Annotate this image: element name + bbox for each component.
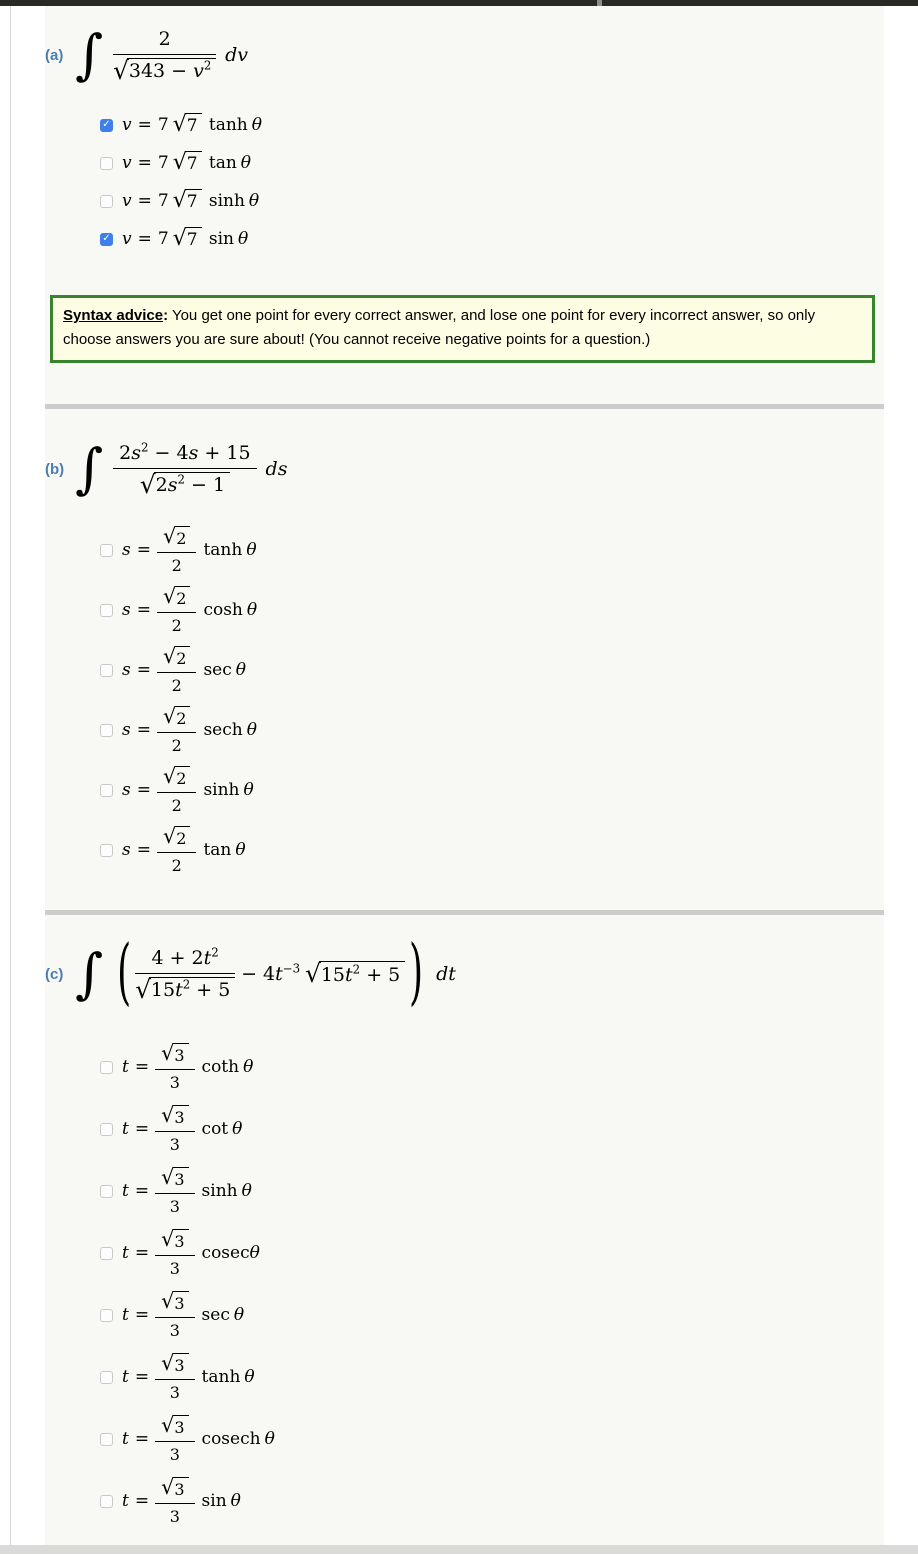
radicand: 7 [185,151,202,174]
variable: t [275,963,283,985]
theta: θ [233,1304,245,1325]
denominator [113,469,256,498]
trig-function: cosec [201,1242,250,1263]
option-row[interactable] [100,106,262,144]
theta: θ [246,539,257,560]
radicand-text: − 1 [184,474,226,497]
equals-sign: = [134,1304,150,1325]
variable: v [122,191,132,211]
numerator [157,825,196,853]
denominator: 2 [171,555,182,575]
trig-function: coth [201,1056,240,1077]
theta: θ [243,1056,254,1077]
trig-function: cot [201,1118,229,1139]
numerator [157,585,196,613]
option-math [122,1042,253,1092]
fraction [155,1290,194,1340]
differential: dt [436,963,456,985]
radical-icon: √ [161,1165,175,1190]
variable: t [345,963,353,986]
checkbox[interactable] [100,1123,113,1136]
checkbox[interactable] [100,1433,113,1446]
variable: t [122,1056,129,1077]
variable: s [122,599,131,620]
radicand: 3 [173,1477,189,1499]
left-border-rule [10,6,11,1554]
radicand [154,472,230,497]
denominator: 3 [169,1444,180,1464]
part-c-options [100,1036,275,1532]
equals-sign: = [136,599,151,620]
num-text: + 15 [198,441,251,464]
fraction [157,705,196,755]
option-math [122,645,246,695]
equals-sign: = [134,1490,150,1511]
radical [173,189,202,212]
radicand: 3 [173,1353,189,1375]
minus-sign: − [241,963,258,985]
checkbox[interactable] [100,844,113,857]
option-row[interactable] [100,1098,275,1160]
checkbox[interactable] [100,604,113,617]
variable: t [122,1118,129,1139]
equals-sign: = [137,229,152,249]
trig-function: sinh [201,1180,238,1201]
part-b-integral [75,436,288,500]
radical-icon: √ [161,1103,175,1128]
denominator: 3 [169,1196,180,1216]
section-divider [45,404,884,409]
radicand-text: 15 [150,979,176,1002]
option-row[interactable] [100,144,262,182]
radical-icon: √ [162,524,177,549]
num-text: 4 + 2 [151,946,204,969]
denominator: 2 [171,795,182,815]
close-paren: ) [409,932,424,1014]
theta: θ [243,779,254,800]
equals-sign: = [136,839,151,860]
trig-function: tanh [208,115,248,135]
top-scrollbar[interactable] [0,0,918,6]
checkbox[interactable] [100,784,113,797]
checkbox[interactable] [100,1309,113,1322]
radicand: 3 [173,1105,189,1127]
option-row[interactable] [100,182,262,220]
radicand-text: + 5 [190,979,231,1002]
part-b-formula [45,430,287,508]
radical-icon: √ [139,469,156,499]
theta: θ [235,839,246,860]
part-c-integral [75,932,456,1014]
radical-icon: √ [172,149,187,176]
checkbox[interactable] [100,1495,113,1508]
trig-function: sinh [208,191,245,211]
part-c-formula [45,930,456,1018]
theta: θ [244,1366,255,1387]
option-math [122,765,254,815]
option-row[interactable] [100,520,257,580]
option-math [122,1414,275,1464]
radicand: 2 [175,526,191,548]
second-radical [305,961,405,987]
part-c-label: (c) [45,965,64,983]
numerator: 2 [113,27,216,55]
radicand: 3 [173,1043,189,1065]
variable: t [122,1242,129,1263]
variable: t [122,1180,129,1201]
radical-icon: √ [161,1289,175,1314]
variable: s [122,659,131,680]
denominator: 3 [169,1382,180,1402]
radicand-text: 343 − [128,60,194,83]
option-row[interactable] [100,1036,275,1098]
option-row[interactable] [100,820,257,880]
radicand: 7 [185,189,202,212]
checkbox[interactable] [100,1247,113,1260]
section-divider [45,910,884,915]
numerator [155,1476,194,1504]
theta: θ [251,115,262,135]
option-math [122,1476,241,1526]
fraction [157,765,196,815]
variable: s [122,719,131,740]
option-row[interactable] [100,1284,275,1346]
variable: s [122,539,131,560]
radicand: 2 [175,766,191,788]
trig-function: sech [203,719,243,740]
equals-sign: = [137,191,152,211]
equals-sign: = [134,1366,150,1387]
radical-icon: √ [162,644,177,669]
scrollbar-thumb[interactable] [597,0,602,6]
fraction [135,946,235,1003]
variable: v [122,229,132,249]
option-row[interactable] [100,760,257,820]
radical-icon: √ [161,1351,175,1376]
variable: t [203,946,212,969]
radical-icon: √ [161,1413,175,1438]
option-row[interactable] [100,1470,275,1532]
radicand: 3 [173,1167,189,1189]
trig-function: tanh [203,539,243,560]
radicand: 3 [173,1291,189,1313]
fraction [113,27,216,84]
radical-icon: √ [162,764,177,789]
equals-sign: = [134,1118,150,1139]
trig-function: cosh [203,599,243,620]
radical-icon: √ [162,704,177,729]
fraction [157,825,196,875]
trig-function: sin [208,229,234,249]
numerator [157,645,196,673]
denominator: 2 [171,855,182,875]
checkbox[interactable] [100,119,113,132]
numerator [157,705,196,733]
radical-icon: √ [172,111,187,138]
radical-icon: √ [305,959,321,989]
coefficient: 7 [157,229,169,249]
theta: θ [246,719,257,740]
radicand: 3 [173,1229,189,1251]
radical-icon: √ [161,1227,175,1252]
radicand: 2 [175,646,191,668]
theta: θ [240,153,252,173]
part-a-formula [45,22,248,88]
numerator [157,525,196,553]
fraction [155,1228,194,1278]
differential: ds [265,458,288,480]
radicand-text: + 5 [360,963,401,986]
radical-icon: √ [172,225,187,252]
option-row[interactable] [100,640,257,700]
denominator: 3 [169,1258,180,1278]
radicand [127,58,216,83]
radicand: 7 [185,227,202,250]
variable: s [131,441,141,464]
numerator [155,1228,194,1256]
open-paren: ( [117,932,132,1014]
radicand [319,961,405,986]
equals-sign: = [134,1428,150,1449]
numerator [113,441,256,469]
radicand: 7 [185,113,202,136]
exponent: 2 [352,962,361,977]
theta: θ [249,1242,260,1263]
radicand: 2 [175,826,191,848]
advice-colon: : [163,307,169,324]
numerator [155,1104,194,1132]
trig-function: tanh [201,1366,241,1387]
variable: s [188,441,199,464]
option-math [122,525,257,575]
option-math [122,825,246,875]
equals-sign: = [136,719,151,740]
coefficient: 7 [157,153,169,173]
checkbox[interactable] [100,1185,113,1198]
checkbox[interactable] [100,1371,113,1384]
numerator [155,1352,194,1380]
fraction [155,1042,194,1092]
numerator [155,1166,194,1194]
equals-sign: = [136,659,151,680]
variable: s [122,839,131,860]
option-row[interactable] [100,1346,275,1408]
option-math [122,585,257,635]
checkbox[interactable] [100,724,113,737]
fraction [157,585,196,635]
radical [173,151,202,174]
numerator [157,765,196,793]
fraction [113,441,256,498]
fraction [155,1476,194,1526]
radical [173,113,202,136]
option-row[interactable] [100,1222,275,1284]
checkbox[interactable] [100,195,113,208]
term2 [263,963,300,985]
radical-icon: √ [161,1475,175,1500]
num-text: − 4 [148,441,189,464]
radical-icon: √ [113,55,129,85]
radicand-text: 2 [155,474,168,497]
variable: s [167,474,178,497]
integral-icon: ∫ [75,941,104,1005]
trig-function: sin [201,1490,227,1511]
theta: θ [235,659,246,680]
coefficient: 7 [157,191,169,211]
syntax-advice-box [50,295,875,363]
option-math [122,1166,252,1216]
trig-function: sinh [203,779,240,800]
option-math [122,151,251,174]
radicand [149,977,235,1002]
option-math [122,189,259,212]
radical-icon: √ [135,974,151,1004]
radical-icon: √ [172,187,187,214]
radical-icon: √ [162,824,177,849]
variable: t [175,979,183,1002]
numerator [155,1290,194,1318]
bottom-page-strip [0,1545,918,1554]
coefficient: 7 [157,115,169,135]
integral-icon: ∫ [75,436,104,500]
term2-coef: 4 [263,963,276,985]
variable: t [122,1428,129,1449]
num-text: 2 [119,441,132,464]
option-math [122,113,262,136]
variable: s [122,779,131,800]
equals-sign: = [136,539,151,560]
denominator: 2 [171,675,182,695]
denominator: 3 [169,1320,180,1340]
checkbox[interactable] [100,1061,113,1074]
option-math [122,1228,260,1278]
numerator [155,1042,194,1070]
radicand: 3 [173,1415,189,1437]
option-math [122,1104,242,1154]
checkbox[interactable] [100,544,113,557]
exponent: 2 [141,440,149,455]
variable: t [122,1304,129,1325]
radicand-text: 15 [320,963,346,986]
part-a-integral [75,22,249,86]
fraction [157,525,196,575]
theta: θ [241,1180,252,1201]
variable: t [122,1490,129,1511]
theta: θ [232,1118,243,1139]
option-row[interactable] [100,1160,275,1222]
differential: dv [225,44,249,66]
trig-function: tan [208,153,237,173]
radicand: 2 [175,586,191,608]
option-row[interactable] [100,220,262,258]
denominator [113,55,216,84]
checkbox[interactable] [100,664,113,677]
exponent: 2 [177,473,185,488]
advice-body: You get one point for every correct answer, and lose one point for every incorrect answer, so only choose answers you are sure about! (You cannot receive negative points for a question.) [63,307,816,348]
variable: v [193,60,204,83]
theta: θ [230,1490,241,1511]
trig-function: cosech [201,1428,261,1449]
checkbox[interactable] [100,157,113,170]
exponent: 2 [182,978,191,993]
part-b-options [100,520,257,880]
denominator [135,974,235,1003]
exponent: 2 [211,945,219,960]
option-row[interactable] [100,1408,275,1470]
theta: θ [246,599,258,620]
option-math [122,1290,244,1340]
radical-icon: √ [161,1041,175,1066]
denominator: 3 [169,1506,180,1526]
equals-sign: = [137,115,152,135]
option-math [122,705,257,755]
denominator: 2 [171,735,182,755]
denominator: 3 [169,1072,180,1092]
denominator: 2 [171,615,182,635]
checkbox[interactable] [100,233,113,246]
variable: v [122,115,132,135]
variable: v [122,153,132,173]
theta: θ [248,191,260,211]
option-math [122,1352,255,1402]
equals-sign: = [137,153,152,173]
radical-icon: √ [162,584,177,609]
equals-sign: = [134,1180,150,1201]
variable: t [122,1366,129,1387]
fraction [157,645,196,695]
theta: θ [237,229,249,249]
part-b-label: (b) [45,460,65,478]
part-a-label: (a) [45,46,64,64]
denominator: 3 [169,1134,180,1154]
equals-sign: = [136,779,151,800]
fraction [155,1104,194,1154]
integral-icon: ∫ [75,22,104,86]
fraction [155,1414,194,1464]
fraction [155,1352,194,1402]
equals-sign: = [134,1056,150,1077]
option-row[interactable] [100,580,257,640]
problem-panel [45,6,884,1545]
trig-function: sec [203,659,232,680]
equals-sign: = [134,1242,150,1263]
fraction [155,1166,194,1216]
theta: θ [264,1428,275,1449]
option-row[interactable] [100,700,257,760]
numerator [155,1414,194,1442]
exponent: −3 [282,961,301,976]
trig-function: tan [203,839,232,860]
option-math [122,227,248,250]
part-a-options [100,106,262,258]
advice-title: Syntax advice [63,307,164,324]
numerator [135,946,235,974]
radical [173,227,202,250]
trig-function: sec [201,1304,230,1325]
exponent: 2 [203,59,212,74]
radicand: 2 [175,706,191,728]
